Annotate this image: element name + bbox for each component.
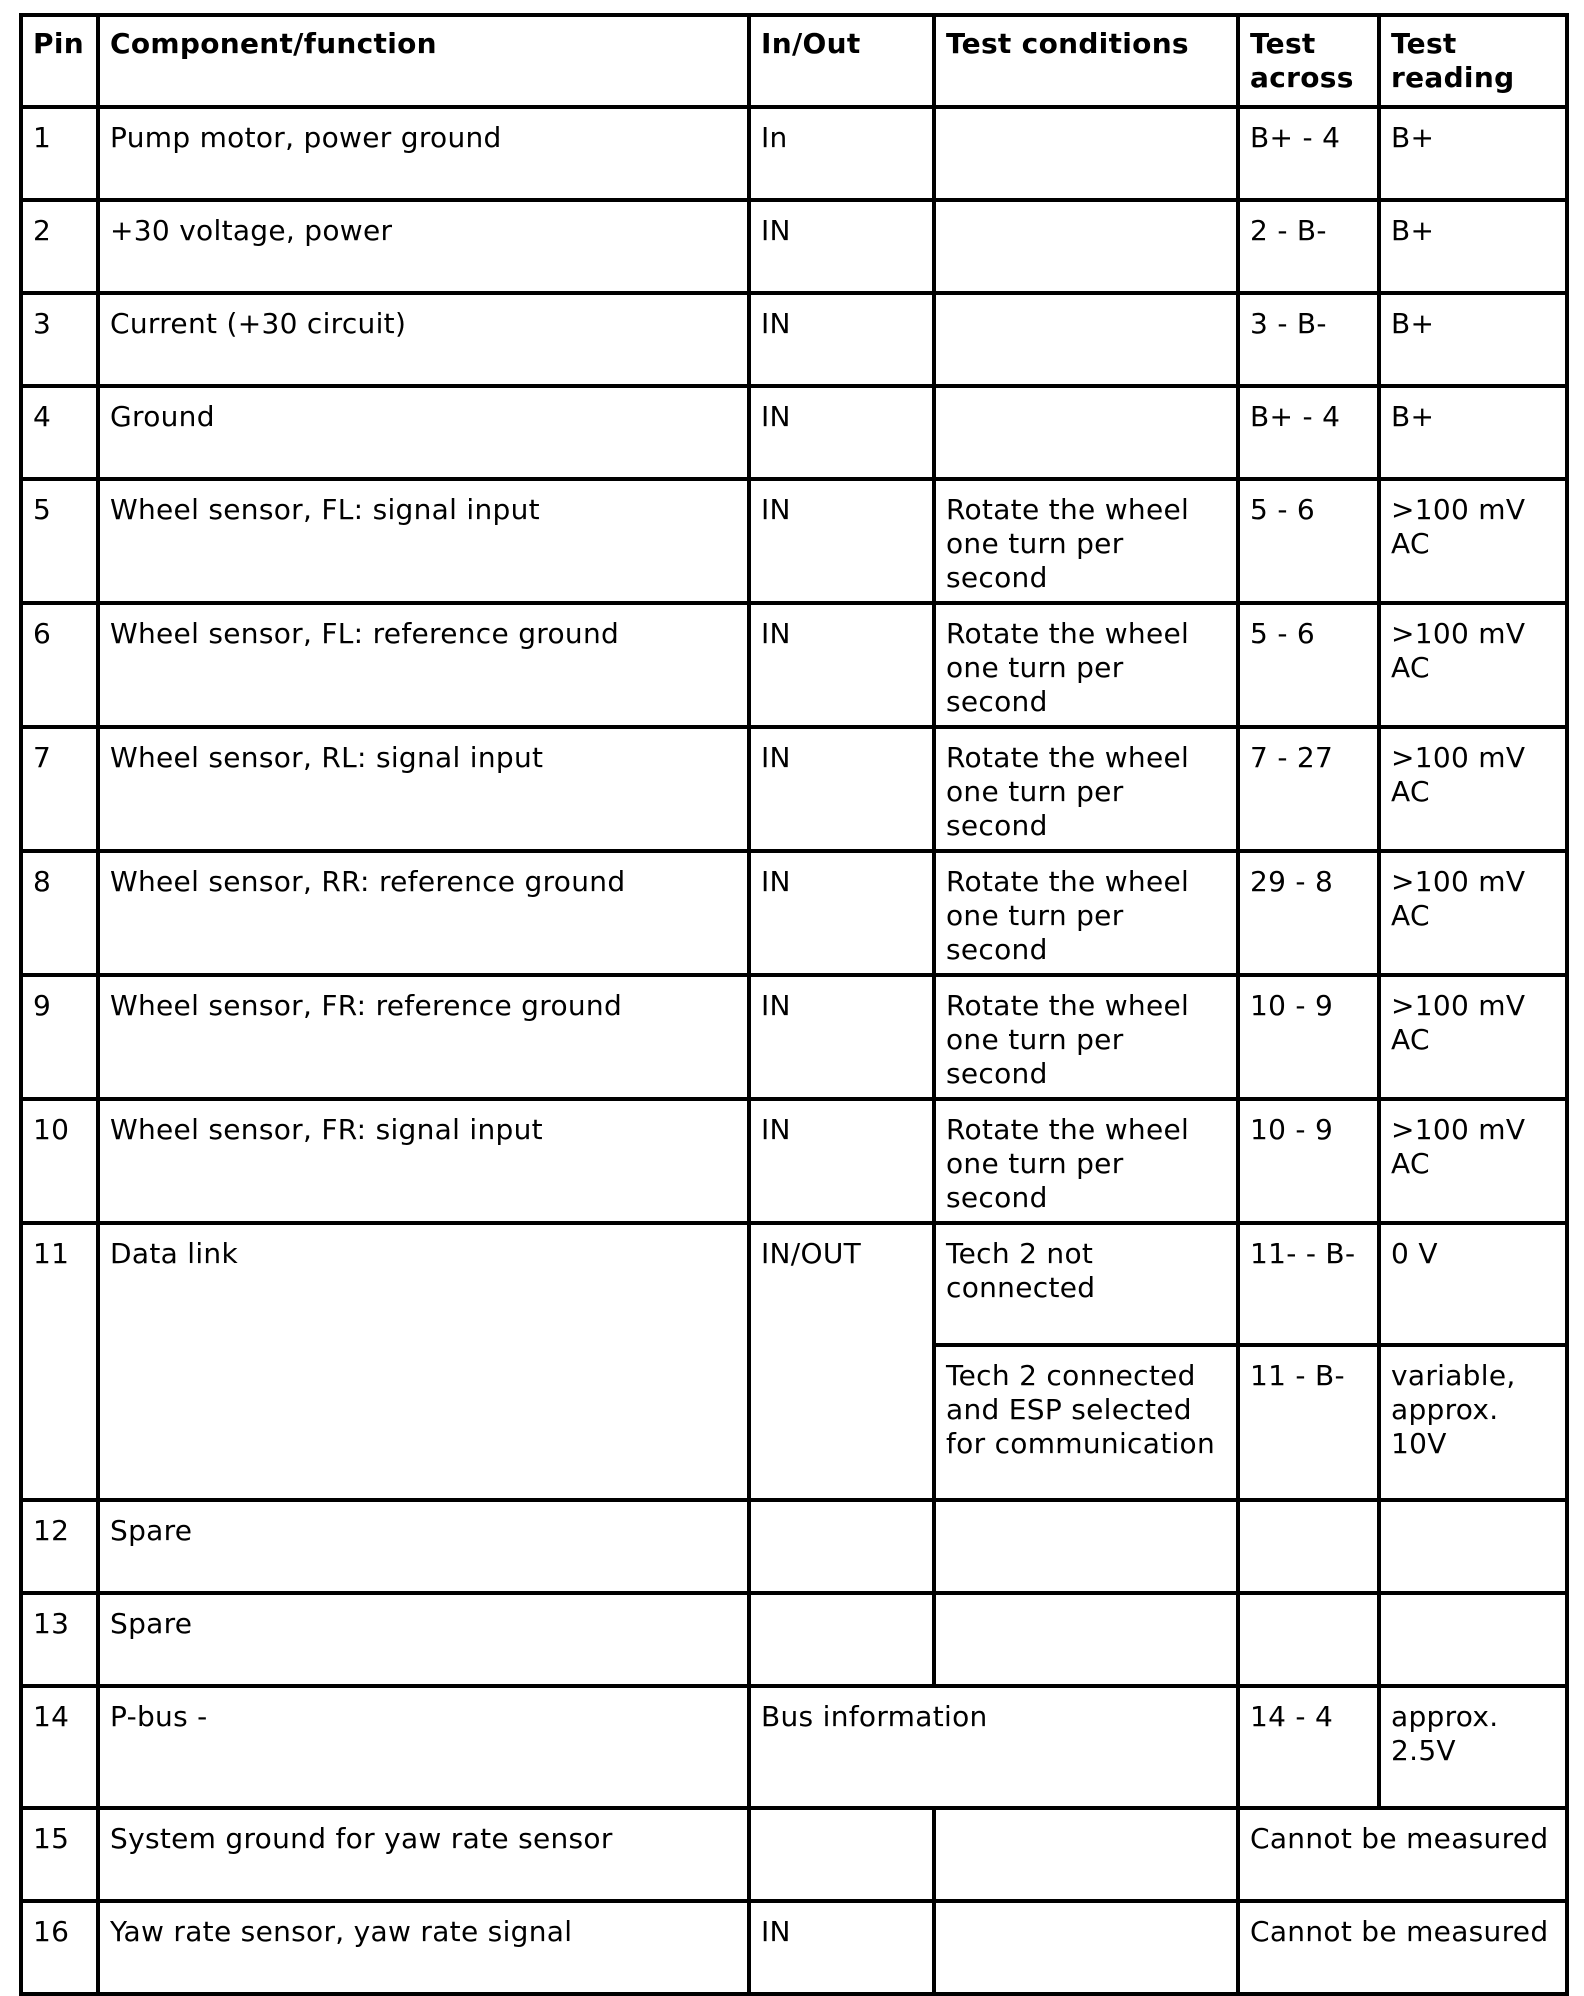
cell-conditions xyxy=(934,1500,1238,1593)
cell-conditions xyxy=(934,107,1238,200)
cell-component: Wheel sensor, FL: signal input xyxy=(98,479,749,603)
cell-pin: 10 xyxy=(21,1099,98,1223)
table-row xyxy=(21,200,1567,293)
cell-in-out: IN xyxy=(749,386,934,479)
cell-test-across: 7 - 27 xyxy=(1238,727,1379,851)
header-component: Component/function xyxy=(98,15,749,107)
cell-test-reading xyxy=(1379,1500,1567,1593)
cell-pin: 12 xyxy=(21,1500,98,1593)
cell-test-reading: >100 mV AC xyxy=(1379,851,1567,975)
table-row xyxy=(21,727,1567,851)
header-in-out: In/Out xyxy=(749,15,934,107)
cell-in-out: IN xyxy=(749,975,934,1099)
cell-pin: 8 xyxy=(21,851,98,975)
table-row xyxy=(21,1099,1567,1223)
cell-component: Yaw rate sensor, yaw rate signal xyxy=(98,1901,749,1994)
cell-in-out: IN xyxy=(749,603,934,727)
cell-test-across: B+ - 4 xyxy=(1238,107,1379,200)
cell-in-out: IN xyxy=(749,851,934,975)
cell-bus-information: Bus information xyxy=(749,1686,1238,1808)
header-test-reading: Test reading xyxy=(1379,15,1567,107)
cell-component: Current (+30 circuit) xyxy=(98,293,749,386)
table-row xyxy=(21,603,1567,727)
table-row xyxy=(21,1808,1567,1901)
cell-in-out xyxy=(749,1593,934,1686)
table-row xyxy=(21,107,1567,200)
cell-conditions xyxy=(934,1593,1238,1686)
table-row xyxy=(21,1901,1567,1994)
cell-test-across: 14 - 4 xyxy=(1238,1686,1379,1808)
cell-component: +30 voltage, power xyxy=(98,200,749,293)
table-row xyxy=(21,975,1567,1099)
cell-conditions: Rotate the wheel one turn per second xyxy=(934,479,1238,603)
table-row xyxy=(21,1223,1567,1345)
cell-conditions xyxy=(934,293,1238,386)
cell-test-across: B+ - 4 xyxy=(1238,386,1379,479)
cell-test-reading: B+ xyxy=(1379,200,1567,293)
cell-in-out: IN xyxy=(749,200,934,293)
cell-pin: 14 xyxy=(21,1686,98,1808)
header-test-conditions: Test conditions xyxy=(934,15,1238,107)
cell-test-reading: B+ xyxy=(1379,386,1567,479)
cell-component: Wheel sensor, FL: reference ground xyxy=(98,603,749,727)
cell-test-reading xyxy=(1379,1593,1567,1686)
cell-component: Spare xyxy=(98,1593,749,1686)
cell-in-out xyxy=(749,1500,934,1593)
cell-test-across: 5 - 6 xyxy=(1238,603,1379,727)
cell-component: Ground xyxy=(98,386,749,479)
cell-conditions: Rotate the wheel one turn per second xyxy=(934,603,1238,727)
cell-pin: 16 xyxy=(21,1901,98,1994)
cell-conditions xyxy=(934,200,1238,293)
cell-pin: 9 xyxy=(21,975,98,1099)
table-row xyxy=(21,479,1567,603)
cell-in-out: IN xyxy=(749,479,934,603)
cell-test-reading: B+ xyxy=(1379,293,1567,386)
cell-cannot-be-measured: Cannot be measured xyxy=(1238,1901,1567,1994)
cell-conditions xyxy=(934,1901,1238,1994)
cell-test-reading: >100 mV AC xyxy=(1379,1099,1567,1223)
cell-pin: 3 xyxy=(21,293,98,386)
table-row xyxy=(21,386,1567,479)
cell-in-out: IN xyxy=(749,727,934,851)
pin-table xyxy=(19,13,1569,1996)
cell-pin: 1 xyxy=(21,107,98,200)
cell-in-out xyxy=(749,1808,934,1901)
cell-pin: 2 xyxy=(21,200,98,293)
cell-test-across: 11 - B- xyxy=(1238,1345,1379,1500)
table-row xyxy=(21,293,1567,386)
cell-in-out: IN/OUT xyxy=(749,1223,934,1500)
cell-test-reading: 0 V xyxy=(1379,1223,1567,1345)
cell-test-across: 11- - B- xyxy=(1238,1223,1379,1345)
cell-test-reading: >100 mV AC xyxy=(1379,603,1567,727)
cell-test-across: 2 - B- xyxy=(1238,200,1379,293)
cell-pin: 15 xyxy=(21,1808,98,1901)
cell-test-reading: >100 mV AC xyxy=(1379,479,1567,603)
cell-component: Data link xyxy=(98,1223,749,1500)
cell-pin: 13 xyxy=(21,1593,98,1686)
cell-test-across xyxy=(1238,1593,1379,1686)
cell-test-across: 29 - 8 xyxy=(1238,851,1379,975)
cell-test-reading: >100 mV AC xyxy=(1379,727,1567,851)
cell-component: Wheel sensor, FR: signal input xyxy=(98,1099,749,1223)
cell-conditions: Rotate the wheel one turn per second xyxy=(934,1099,1238,1223)
cell-test-across: 10 - 9 xyxy=(1238,975,1379,1099)
table-row xyxy=(21,1500,1567,1593)
cell-test-across: 3 - B- xyxy=(1238,293,1379,386)
cell-component: Wheel sensor, FR: reference ground xyxy=(98,975,749,1099)
cell-test-across: 10 - 9 xyxy=(1238,1099,1379,1223)
cell-conditions: Rotate the wheel one turn per second xyxy=(934,975,1238,1099)
cell-component: Spare xyxy=(98,1500,749,1593)
table-row xyxy=(21,1686,1567,1808)
cell-pin: 11 xyxy=(21,1223,98,1500)
cell-test-reading: approx. 2.5V xyxy=(1379,1686,1567,1808)
table-row xyxy=(21,1593,1567,1686)
cell-conditions: Rotate the wheel one turn per second xyxy=(934,851,1238,975)
cell-conditions: Rotate the wheel one turn per second xyxy=(934,727,1238,851)
header-pin: Pin xyxy=(21,15,98,107)
cell-in-out: IN xyxy=(749,293,934,386)
cell-pin: 4 xyxy=(21,386,98,479)
cell-in-out: In xyxy=(749,107,934,200)
cell-conditions xyxy=(934,386,1238,479)
cell-component: Pump motor, power ground xyxy=(98,107,749,200)
cell-conditions xyxy=(934,1808,1238,1901)
cell-component: Wheel sensor, RL: signal input xyxy=(98,727,749,851)
cell-in-out: IN xyxy=(749,1099,934,1223)
cell-component: P-bus - xyxy=(98,1686,749,1808)
cell-conditions: Tech 2 connected and ESP selected for communication xyxy=(934,1345,1238,1500)
cell-test-reading: >100 mV AC xyxy=(1379,975,1567,1099)
cell-test-across: 5 - 6 xyxy=(1238,479,1379,603)
cell-component: Wheel sensor, RR: reference ground xyxy=(98,851,749,975)
cell-pin: 7 xyxy=(21,727,98,851)
cell-cannot-be-measured: Cannot be measured xyxy=(1238,1808,1567,1901)
cell-conditions: Tech 2 not connected xyxy=(934,1223,1238,1345)
cell-test-across xyxy=(1238,1500,1379,1593)
cell-pin: 5 xyxy=(21,479,98,603)
cell-in-out: IN xyxy=(749,1901,934,1994)
cell-test-reading: variable, approx. 10V xyxy=(1379,1345,1567,1500)
cell-component: System ground for yaw rate sensor xyxy=(98,1808,749,1901)
cell-pin: 6 xyxy=(21,603,98,727)
header-test-across: Test across xyxy=(1238,15,1379,107)
cell-test-reading: B+ xyxy=(1379,107,1567,200)
table-row xyxy=(21,851,1567,975)
table-header-row xyxy=(21,15,1567,107)
